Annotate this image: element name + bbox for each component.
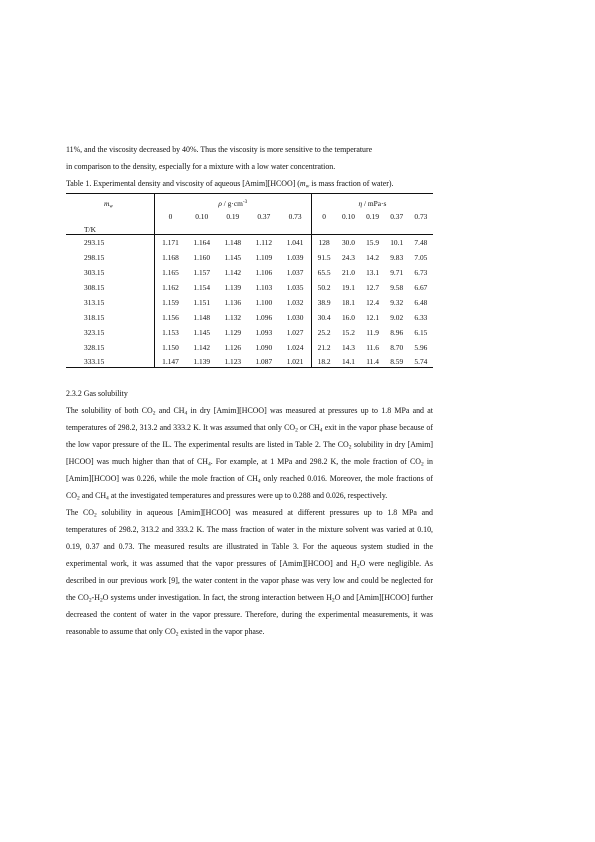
density-cell: 1.150: [162, 343, 179, 352]
table-header-fractions: [66, 208, 433, 224]
density-cell: 1.027: [279, 325, 311, 340]
viscosity-cell: 9.02: [390, 313, 404, 322]
density-cell: 1.039: [279, 250, 311, 265]
viscosity-cell: 5.96: [414, 343, 428, 352]
density-cell: 1.145: [224, 253, 242, 262]
viscosity-cell: 18.2: [311, 355, 336, 368]
density-cell: 1.159: [162, 298, 179, 307]
viscosity-cell: 24.3: [341, 253, 355, 262]
viscosity-cell: 21.0: [341, 268, 355, 277]
eta-fraction: 0.19: [366, 211, 380, 221]
temperature-cell: 318.15: [66, 310, 154, 325]
page-content: [66, 141, 433, 640]
density-cell: 1.171: [162, 238, 179, 247]
density-cell: 1.032: [279, 295, 311, 310]
table-row: [66, 355, 433, 368]
temperature-cell: 303.15: [66, 265, 154, 280]
density-cell: 1.154: [193, 283, 211, 292]
viscosity-cell: 9.83: [390, 253, 404, 262]
density-cell: 1.106: [255, 268, 273, 277]
eta-fraction: 0.37: [390, 211, 404, 221]
table-row: [66, 325, 433, 340]
viscosity-cell: 9.32: [390, 298, 404, 307]
eta-fraction: 0: [322, 211, 326, 221]
density-cell: 1.087: [248, 355, 279, 368]
viscosity-cell: 19.1: [341, 283, 355, 292]
density-cell: 1.109: [255, 253, 273, 262]
viscosity-cell: 5.74: [409, 355, 433, 368]
viscosity-cell: 128: [318, 238, 330, 247]
density-cell: 1.156: [162, 313, 179, 322]
tk-header: T/K: [66, 224, 154, 235]
viscosity-cell: 38.9: [317, 298, 331, 307]
density-cell: 1.164: [193, 238, 211, 247]
density-cell: 1.123: [217, 355, 248, 368]
table-row: [66, 265, 433, 280]
density-cell: 1.129: [224, 328, 242, 337]
section-paragraph-2: The $CO_2$ solubility in aqueous [Amim][HCOO] was measured at different pressures up to 1.8 MPa and temperatures of 298.2, 313.2 and 333.2 K. The mass fraction of water in the mixture solvent was varied at 0.10, 0.19, 0.37 and 0.73. The measured results are illustrated in Table 3. For the aqueous system studied in the experimental work, it was assumed that the vapor pressures of [Amim][HCOO] and $H_2O$ were negligible. As described in our previous work [9], the water content in the vapor phase was very low and could be neglected for the $CO_2-H_2O$ systems under investigation. In fact, the strong interaction between $H_2O$ and [Amim][HCOO] further decreased the content of water in the vapor pressure. Therefore, during the experimental measurements, it was reasonable to assume that only $CO_2$ existed in the vapor phase.: [66, 508, 434, 638]
intro-line-2: in comparison to the density, especially for a mixture with a low water concentration.: [66, 162, 336, 171]
density-cell: 1.112: [255, 238, 273, 247]
table-caption: Table 1. Experimental density and viscosity of aqueous [Amim][HCOO] ($m_w$ is mass fraction of water).: [66, 179, 394, 190]
rho-fraction: 0.37: [257, 211, 271, 221]
density-cell: 1.090: [255, 343, 273, 352]
table-header-row-1: [66, 194, 433, 209]
density-cell: 1.142: [224, 268, 242, 277]
density-cell: 1.132: [224, 313, 242, 322]
section-paragraph-1: The solubility of both $CO_2$ and $CH_4$ in dry [Amim][HCOO] was measured at pressures up to 1.8 MPa and at temperatures of 298.2, 313.2 and 333.2 K. It was assumed that only $CO_2$ or $CH_4$ exit in the vapor phase because of the low vapor pressure of the IL. The experimental results are listed in Table 2. The $CO_2$ solubility in dry [Amim][HCOO] was much higher than that of $CH_4$. For example, at 1 MPa and 298.2 K, the mole fraction of $CO_2$ in [Amim][HCOO] was 0.226, while the mole fraction of $CH_4$ only reached 0.016. Moreover, the mole fractions of $CO_2$ and $CH_4$ at the investigated temperatures and pressures were up to 0.288 and 0.026, respectively.: [66, 406, 434, 502]
viscosity-cell: 8.59: [385, 355, 409, 368]
density-cell: 1.035: [279, 280, 311, 295]
rho-fraction: 0: [168, 211, 173, 221]
rho-fraction: 0.73: [279, 208, 311, 224]
temperature-cell: 328.15: [66, 340, 154, 355]
density-cell: 1.147: [154, 355, 186, 368]
viscosity-cell: 11.4: [361, 355, 385, 368]
density-cell: 1.151: [193, 298, 211, 307]
viscosity-cell: 13.1: [366, 268, 380, 277]
density-cell: 1.160: [193, 253, 211, 262]
density-cell: 1.157: [193, 268, 211, 277]
intro-paragraph: [66, 141, 433, 175]
density-cell: 1.096: [255, 313, 273, 322]
viscosity-cell: 11.6: [366, 343, 379, 352]
viscosity-cell: 16.0: [341, 313, 355, 322]
table-row: [66, 295, 433, 310]
density-cell: 1.037: [279, 265, 311, 280]
density-cell: 1.162: [162, 283, 179, 292]
viscosity-cell: 9.71: [390, 268, 404, 277]
viscosity-cell: 7.48: [414, 238, 428, 247]
viscosity-cell: 50.2: [317, 283, 331, 292]
viscosity-cell: 6.15: [414, 328, 428, 337]
viscosity-cell: 12.4: [366, 298, 380, 307]
temperature-cell: 308.15: [66, 280, 154, 295]
rho-fraction: 0.10: [195, 211, 209, 221]
viscosity-header: η / mPa·s: [311, 194, 433, 209]
density-cell: 1.148: [193, 313, 211, 322]
temperature-cell: 313.15: [66, 295, 154, 310]
density-cell: 1.153: [162, 328, 179, 337]
viscosity-cell: 7.05: [414, 253, 428, 262]
table-row: [66, 235, 433, 251]
viscosity-cell: 21.2: [317, 343, 331, 352]
temperature-cell: 333.15: [66, 355, 154, 368]
viscosity-cell: 91.5: [317, 253, 331, 262]
intro-line-1: 11%, and the viscosity decreased by 40%. Thus the viscosity is more sensitive to the temperature: [66, 145, 373, 154]
gas-solubility-section: [66, 385, 433, 640]
density-cell: 1.021: [279, 355, 311, 368]
density-cell: 1.165: [162, 268, 179, 277]
rho-fraction: 0.19: [226, 211, 240, 221]
viscosity-cell: 14.1: [336, 355, 360, 368]
eta-fraction: 0.10: [341, 211, 355, 221]
density-cell: 1.030: [279, 310, 311, 325]
density-cell: 1.136: [224, 298, 242, 307]
viscosity-cell: 6.67: [414, 283, 428, 292]
table-row: [66, 340, 433, 355]
viscosity-cell: 14.3: [341, 343, 355, 352]
density-cell: 1.024: [279, 340, 311, 355]
viscosity-cell: 15.9: [366, 238, 380, 247]
viscosity-cell: 6.33: [414, 313, 428, 322]
temperature-cell: 298.15: [66, 250, 154, 265]
table-body: [66, 235, 433, 368]
eta-fraction: 0.73: [414, 211, 428, 221]
temperature-cell: 323.15: [66, 325, 154, 340]
viscosity-cell: 10.1: [390, 238, 404, 247]
density-cell: 1.139: [186, 355, 217, 368]
viscosity-cell: 8.70: [390, 343, 404, 352]
data-table: [66, 193, 433, 368]
viscosity-cell: 15.2: [341, 328, 355, 337]
density-cell: 1.145: [193, 328, 211, 337]
table-row: [66, 250, 433, 265]
viscosity-cell: 25.2: [317, 328, 331, 337]
viscosity-cell: 6.48: [414, 298, 428, 307]
mw-header: $m_w$: [66, 194, 154, 209]
density-cell: 1.041: [279, 235, 311, 251]
density-cell: 1.148: [224, 238, 242, 247]
table-row: [66, 280, 433, 295]
viscosity-cell: 9.58: [390, 283, 404, 292]
density-cell: 1.093: [255, 328, 273, 337]
viscosity-cell: 11.9: [366, 328, 379, 337]
viscosity-cell: 12.1: [366, 313, 380, 322]
density-cell: 1.168: [162, 253, 179, 262]
density-header: $\rho / g\cdot cm^{-3}$: [154, 194, 311, 209]
viscosity-cell: 8.96: [390, 328, 404, 337]
table-header-tk: [66, 224, 433, 235]
table-row: [66, 310, 433, 325]
density-cell: 1.126: [224, 343, 242, 352]
viscosity-cell: 12.7: [366, 283, 380, 292]
viscosity-cell: 6.73: [414, 268, 428, 277]
viscosity-cell: 14.2: [366, 253, 380, 262]
viscosity-cell: 18.1: [341, 298, 355, 307]
density-cell: 1.103: [255, 283, 273, 292]
viscosity-cell: 30.0: [341, 238, 355, 247]
density-cell: 1.139: [224, 283, 242, 292]
density-cell: 1.100: [255, 298, 273, 307]
density-cell: 1.142: [193, 343, 211, 352]
section-heading: 2.3.2 Gas solubility: [66, 389, 128, 398]
viscosity-cell: 30.4: [317, 313, 331, 322]
viscosity-cell: 65.5: [317, 268, 331, 277]
temperature-cell: 293.15: [66, 235, 154, 251]
